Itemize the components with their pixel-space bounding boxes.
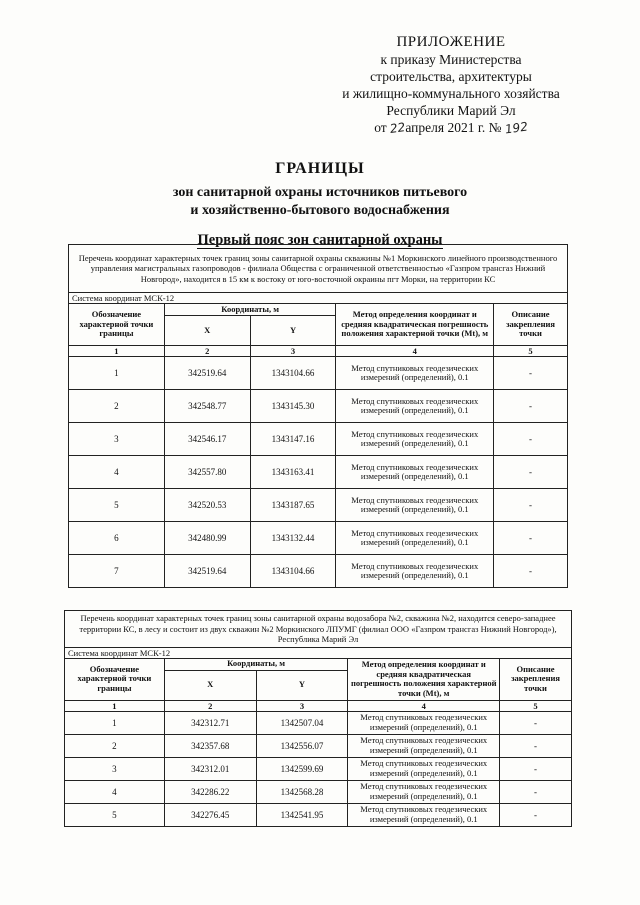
coord-y: 1343104.66 <box>250 357 336 390</box>
document-title: ГРАНИЦЫ <box>275 160 365 177</box>
coord-x: 342520.53 <box>164 489 250 522</box>
appendix-title: ПРИЛОЖЕНИЕ <box>396 34 506 50</box>
section-heading-text: Первый пояс зон санитарной охраны <box>197 232 443 248</box>
appendix-line: строительства, архитектуры <box>370 69 532 84</box>
header-description: Описание закрепления точки <box>500 658 572 700</box>
point-id: 3 <box>69 423 165 456</box>
header-method: Метод определения координат и средняя квадратическая погрешность положения характерной точки (Mt), м <box>336 304 494 346</box>
coord-x: 342546.17 <box>164 423 250 456</box>
table-row <box>69 423 568 456</box>
header-x: X <box>164 670 256 700</box>
coord-y: 1342507.04 <box>256 711 348 734</box>
coord-y: 1343163.41 <box>250 456 336 489</box>
method-cell: Метод спутниковых геодезических измерений (определений), 0.1 <box>348 757 500 780</box>
description-cell: - <box>500 711 572 734</box>
point-id: 6 <box>69 522 165 555</box>
header-point: Обозначение характерной точки границы <box>65 658 165 700</box>
description-cell: - <box>500 780 572 803</box>
coord-y: 1343145.30 <box>250 390 336 423</box>
point-id: 4 <box>69 456 165 489</box>
description-cell: - <box>500 803 572 826</box>
header-y: Y <box>256 670 348 700</box>
method-cell: Метод спутниковых геодезических измерений (определений), 0.1 <box>336 357 494 390</box>
coord-x: 342312.71 <box>164 711 256 734</box>
column-number: 1 <box>65 700 165 711</box>
column-number: 3 <box>250 346 336 357</box>
column-number: 5 <box>500 700 572 711</box>
method-cell: Метод спутниковых геодезических измерений (определений), 0.1 <box>336 489 494 522</box>
document-subtitle <box>0 184 640 220</box>
coordinate-system-label: Система координат МСК-12 <box>69 293 568 304</box>
header-point: Обозначение характерной точки границы <box>69 304 165 346</box>
coord-y: 1342556.07 <box>256 734 348 757</box>
method-cell: Метод спутниковых геодезических измерений (определений), 0.1 <box>348 803 500 826</box>
coordinate-system-label: Система координат МСК-12 <box>65 647 572 658</box>
point-id: 2 <box>69 390 165 423</box>
table-intro: Перечень координат характерных точек границ зоны санитарной охраны скважины №1 Моркинского линейного производственного управления магистральных газопроводов - филиала Общества с ограниченной ответственностью «Газпром трансгаз Нижний Новгород», находится в 15 км к востоку от юго-восточной окраины пгт Морки, на территории КС <box>69 245 568 293</box>
appendix-line: Республики Марий Эл <box>386 103 516 118</box>
table-row <box>69 555 568 588</box>
order-date-line <box>326 119 576 137</box>
table-intro: Перечень координат характерных точек границ зоны санитарной охраны водозабора №2, скважина №2, находится северо-западнее территории КС, в лесу и состоит из двух скважин №2 Моркинского ЛПУМГ (филиал ООО «Газпром трансгаз Нижний Новгород»), Республика Марий Эл <box>65 611 572 648</box>
description-cell: - <box>494 390 568 423</box>
description-cell: - <box>494 456 568 489</box>
header-method: Метод определения координат и средняя квадратическая погрешность положения характерной точки (Mt), м <box>348 658 500 700</box>
point-id: 5 <box>65 803 165 826</box>
column-number: 3 <box>256 700 348 711</box>
column-number: 1 <box>69 346 165 357</box>
coord-x: 342548.77 <box>164 390 250 423</box>
handwritten-doc-number: 192 <box>503 119 529 137</box>
description-cell: - <box>494 357 568 390</box>
appendix-line: к приказу Министерства <box>380 52 522 67</box>
method-cell: Метод спутниковых геодезических измерений (определений), 0.1 <box>336 456 494 489</box>
method-cell: Метод спутниковых геодезических измерений (определений), 0.1 <box>348 734 500 757</box>
header-coordinates: Координаты, м <box>164 658 348 670</box>
column-number: 4 <box>348 700 500 711</box>
coord-x: 342357.68 <box>164 734 256 757</box>
description-cell: - <box>494 555 568 588</box>
point-id: 4 <box>65 780 165 803</box>
table-row <box>69 489 568 522</box>
handwritten-day: 22 <box>389 120 407 137</box>
point-id: 5 <box>69 489 165 522</box>
table-row <box>69 456 568 489</box>
coord-x: 342312.01 <box>164 757 256 780</box>
column-number: 5 <box>494 346 568 357</box>
coord-y: 1343104.66 <box>250 555 336 588</box>
appendix-line: и жилищно-коммунального хозяйства <box>342 86 560 101</box>
coord-x: 342519.64 <box>164 555 250 588</box>
header-x: X <box>164 316 250 346</box>
table-row <box>69 522 568 555</box>
table-row <box>69 390 568 423</box>
table-row <box>65 734 572 757</box>
coord-x: 342276.45 <box>164 803 256 826</box>
header-coordinates: Координаты, м <box>164 304 336 316</box>
description-cell: - <box>494 522 568 555</box>
description-cell: - <box>500 734 572 757</box>
description-cell: - <box>500 757 572 780</box>
date-rest: апреля 2021 г. № <box>405 120 502 135</box>
header-y: Y <box>250 316 336 346</box>
coord-y: 1343147.16 <box>250 423 336 456</box>
column-number: 2 <box>164 346 250 357</box>
coordinates-table-2 <box>64 610 572 827</box>
coord-x: 342519.64 <box>164 357 250 390</box>
table-row <box>65 711 572 734</box>
table-row <box>65 803 572 826</box>
method-cell: Метод спутниковых геодезических измерений (определений), 0.1 <box>348 711 500 734</box>
coord-y: 1343132.44 <box>250 522 336 555</box>
header-description: Описание закрепления точки <box>494 304 568 346</box>
coord-y: 1343187.65 <box>250 489 336 522</box>
table-row <box>65 780 572 803</box>
point-id: 7 <box>69 555 165 588</box>
point-id: 2 <box>65 734 165 757</box>
coord-x: 342286.22 <box>164 780 256 803</box>
column-number: 2 <box>164 700 256 711</box>
method-cell: Метод спутниковых геодезических измерений (определений), 0.1 <box>336 390 494 423</box>
point-id: 1 <box>65 711 165 734</box>
method-cell: Метод спутниковых геодезических измерений (определений), 0.1 <box>348 780 500 803</box>
description-cell: - <box>494 489 568 522</box>
coord-x: 342480.99 <box>164 522 250 555</box>
coord-y: 1342568.28 <box>256 780 348 803</box>
method-cell: Метод спутниковых геодезических измерений (определений), 0.1 <box>336 555 494 588</box>
column-number: 4 <box>336 346 494 357</box>
coord-x: 342557.80 <box>164 456 250 489</box>
point-id: 1 <box>69 357 165 390</box>
subtitle-line: и хозяйственно-бытового водоснабжения <box>190 203 450 218</box>
description-cell: - <box>494 423 568 456</box>
subtitle-line: зон санитарной охраны источников питьевого <box>172 185 468 200</box>
coord-y: 1342599.69 <box>256 757 348 780</box>
date-prefix: от <box>374 120 387 135</box>
appendix-header <box>326 34 576 137</box>
table-row <box>69 357 568 390</box>
point-id: 3 <box>65 757 165 780</box>
table-row <box>65 757 572 780</box>
method-cell: Метод спутниковых геодезических измерений (определений), 0.1 <box>336 423 494 456</box>
coordinates-table-1 <box>68 244 568 588</box>
coord-y: 1342541.95 <box>256 803 348 826</box>
method-cell: Метод спутниковых геодезических измерений (определений), 0.1 <box>336 522 494 555</box>
